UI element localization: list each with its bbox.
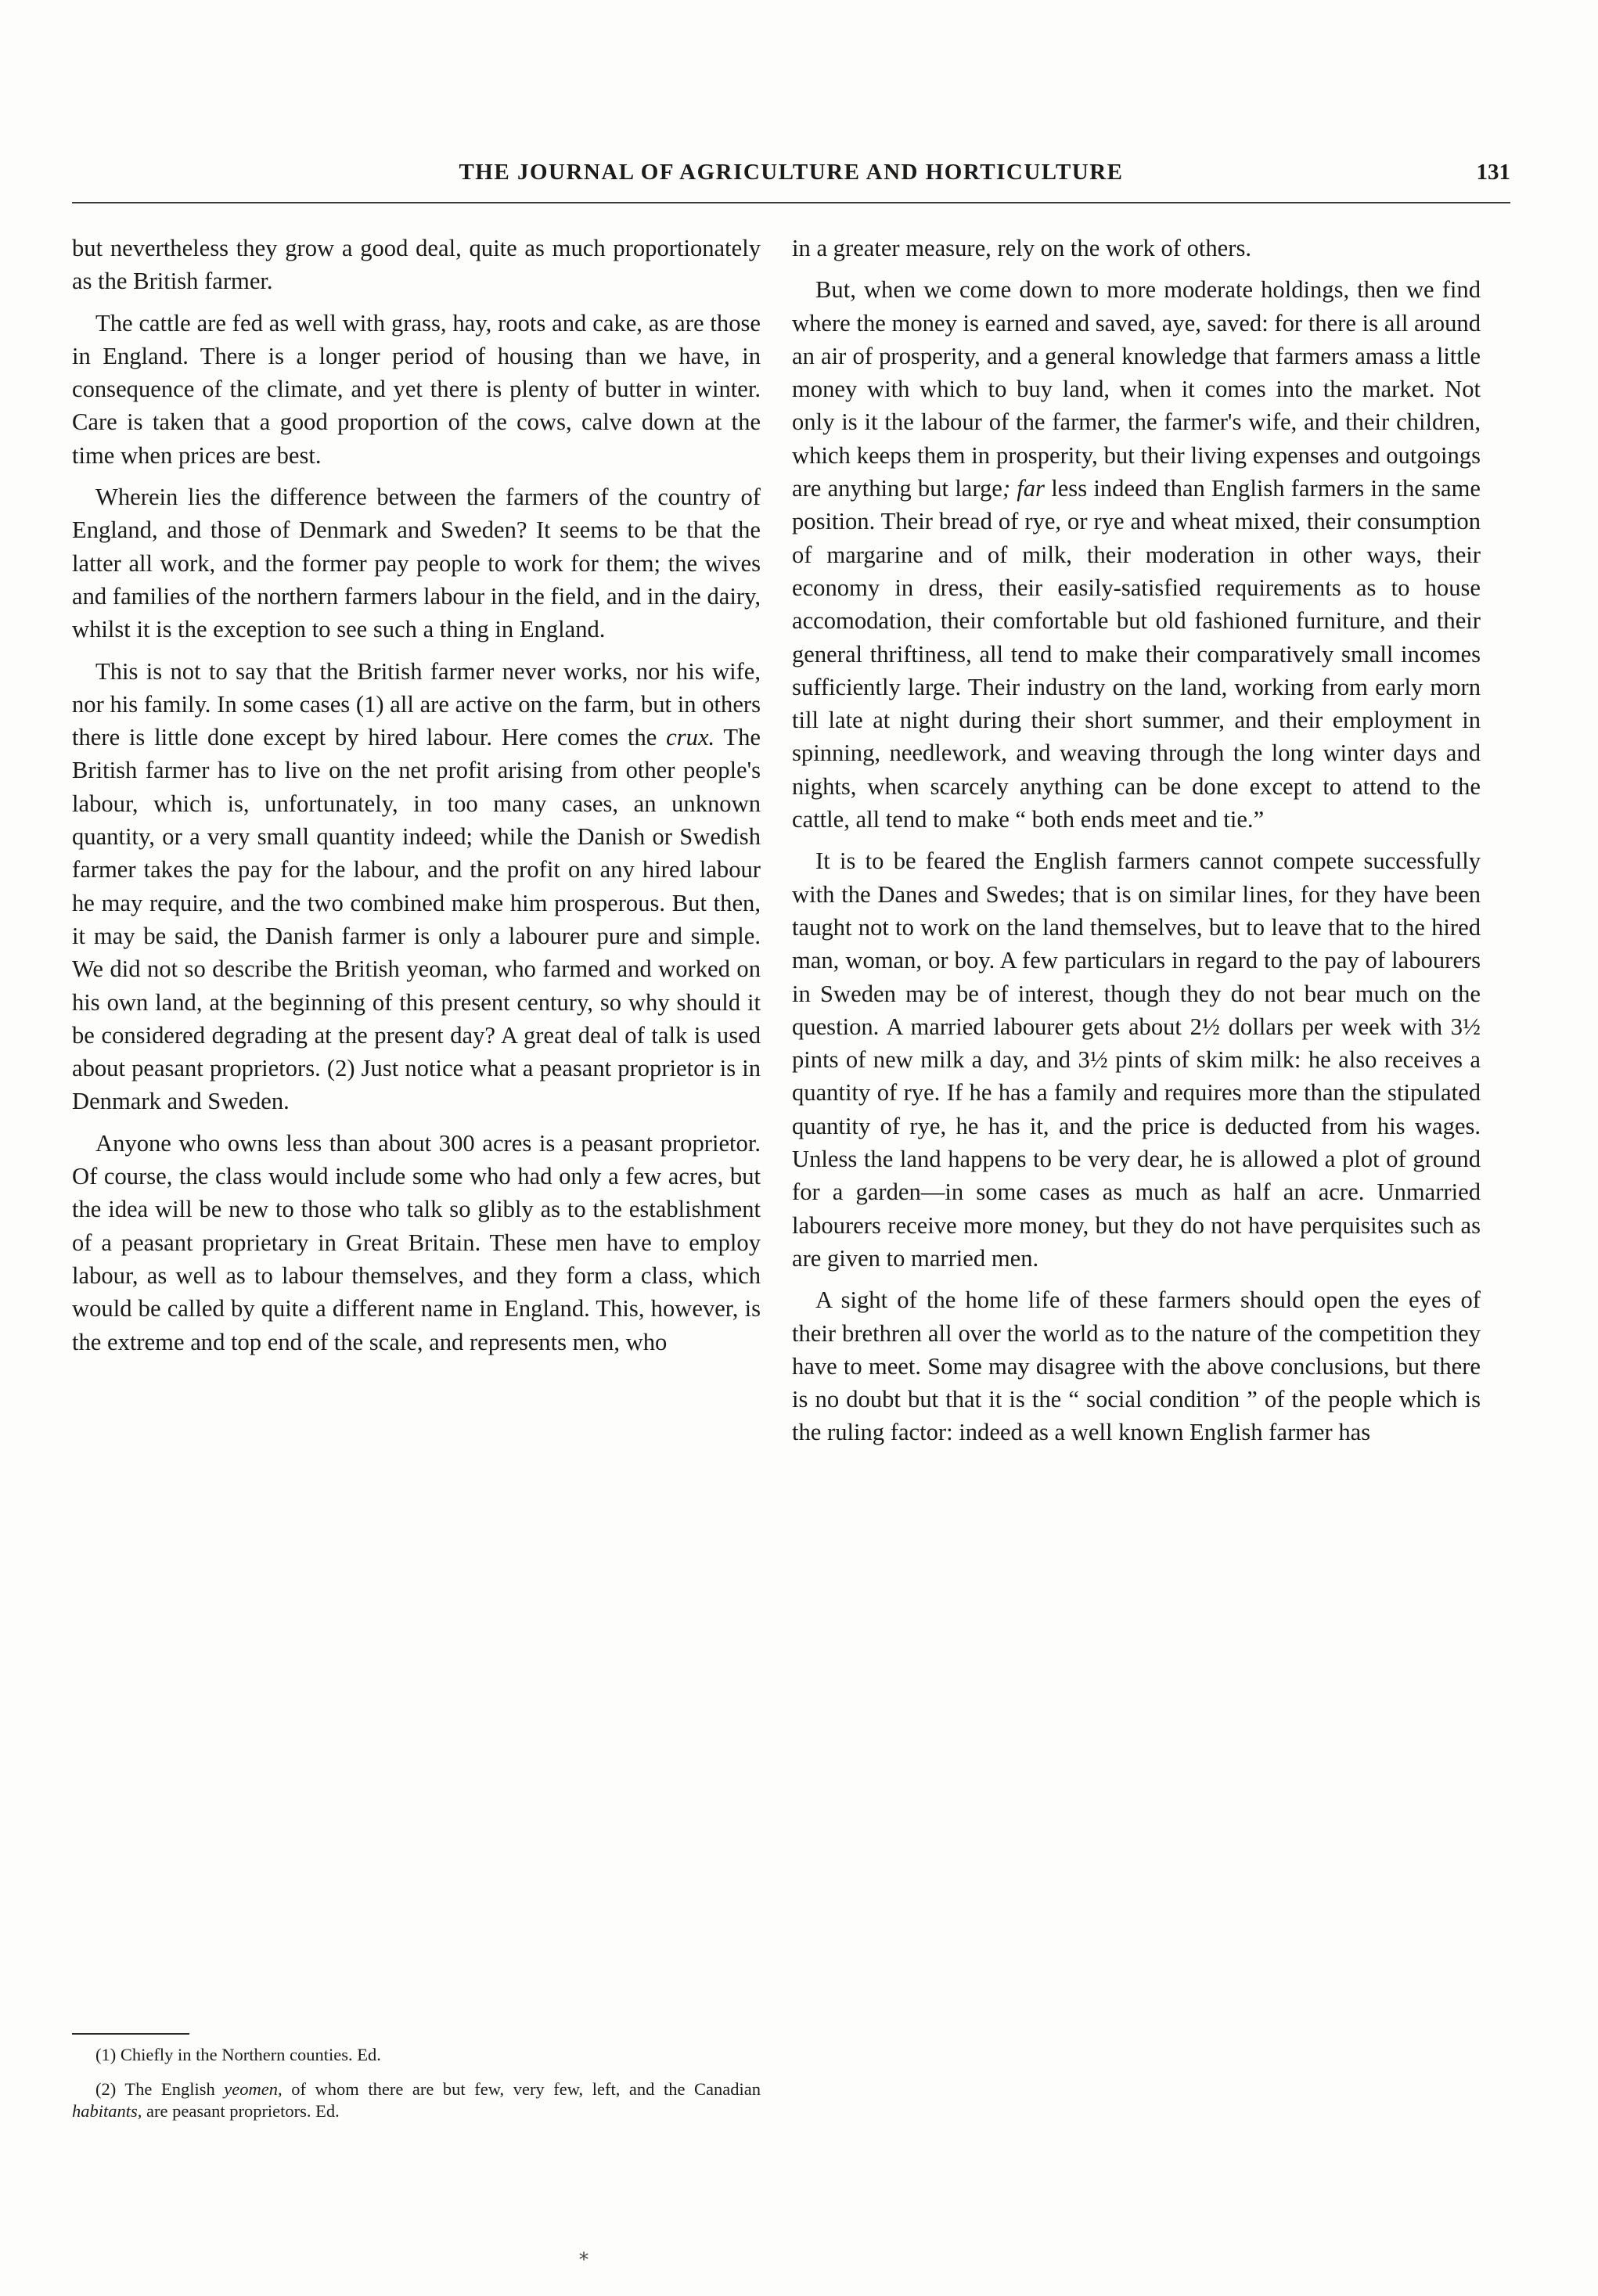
footnote-2 xyxy=(72,2078,761,2122)
paragraph: A sight of the home life of these farmers should open the eyes of their brethren all over the world as to the nature of the competition they have to meet. Some may disagree with the above conclusions, but there is no doubt but that it is the “ social condition ” of the people which is the ruling factor: indeed as a well known English farmer has xyxy=(792,1287,1481,1446)
paragraph: in a greater measure, rely on the work of others. xyxy=(792,235,1252,261)
page-header xyxy=(72,155,1510,203)
footnote-1: (1) Chiefly in the Northern counties. Ed. xyxy=(95,2045,381,2064)
text-run: This is not to say that the British farmer never works, nor his wife, nor his family. In some cases (1) all are active on the farm, but in others there is little done except by hired labour. Here comes the xyxy=(72,657,761,751)
text-run: less indeed than English farmers in the same position. Their bread of rye, or rye and wheat mixed, their consumption of margarine and of milk, their moderation in other ways, their economy in dress, their easily-satisfied requirements as to house accomodation, their comfortable but old fashioned furniture, and their general thriftiness, all tend to make their comparatively small incomes sufficiently large. Their industry on the land, working from early morn till late at night during their short summer, and their employment in spinning, needlework, and weaving through the long winter days and nights, when scarcely anything can be done except to attend to the cattle, all tend to make “ both ends meet and tie.” xyxy=(792,475,1481,833)
text-run: are peasant proprietors. Ed. xyxy=(142,2101,340,2121)
right-column xyxy=(792,232,1481,1458)
italic-text-run: ; far xyxy=(1002,475,1045,502)
running-head: THE JOURNAL OF AGRICULTURE AND HORTICULTURE xyxy=(459,160,1124,185)
italic-text-run: yeomen, xyxy=(224,2079,283,2099)
paragraph: Wherein lies the difference between the farmers of the country of England, and those of Denmark and Sweden? It seems to be that the latter all work, and the former pay people to work for them; the wives and families of the northern farmers labour in the field, and in the dairy, whilst it is the exception to see such a thing in England. xyxy=(72,484,761,643)
text-run: (2) The English xyxy=(95,2079,225,2099)
page-number: 131 xyxy=(1476,160,1510,185)
italic-text-run: crux. xyxy=(666,724,715,751)
text-run: But, when we come down to more moderate holdings, then we find where the money is earned and saved, aye, saved: for there is all around an air of prosperity, and a general knowledge that farmers amass a little money with which to buy land, when it comes into the market. Not only is it the labour of the farmer, the farmer's wife, and their children, which keeps them in prosperity, but their living expenses and outgoings are anything but large xyxy=(792,276,1481,502)
paragraph: but nevertheless they grow a good deal, quite as much proportionately as the British farmer. xyxy=(72,235,761,295)
footnotes xyxy=(72,2033,761,2135)
print-mark: ⁎ xyxy=(579,2244,588,2265)
paragraph: Anyone who owns less than about 300 acres is a peasant proprietor. Of course, the class would include some who had only a few acres, but the idea will be new to those who talk so glibly as to the establishment of a peasant proprietary in Great Britain. These men have to employ labour, as well as to labour themselves, and they form a class, which would be called by quite a different name in England. This, however, is the extreme and top end of the scale, and represents men, who xyxy=(72,1129,761,1355)
text-run: of whom there are but few, very few, left, and the Canadian xyxy=(282,2079,761,2099)
paragraph xyxy=(72,655,761,1118)
text-run: The British farmer has to live on the net profit arising from other people's labour, which is, unfortunately, in too many cases, an unknown quantity, or a very small quantity indeed; while the Danish or Swedish farmer takes the pay for the labour, and the profit on any hired labour he may require, and the two combined make him prosperous. But then, it may be said, the Danish farmer is only a labourer pure and simple. We did not so describe the British yeoman, who farmed and worked on his own land, at the beginning of this present century, so why should it be considered degrading at the present day? A great deal of talk is used about peasant proprietors. (2) Just notice what a peasant proprietor is in Denmark and Sweden. xyxy=(72,724,761,1115)
footnote-rule xyxy=(72,2033,189,2035)
paragraph xyxy=(792,273,1481,836)
paragraph: It is to be feared the English farmers cannot compete successfully with the Danes and Swedes; that is on similar lines, for they have been taught not to work on the land themselves, but to leave that to the hired man, woman, or boy. A few particulars in regard to the pay of labourers in Sweden may be of interest, though they do not bear much on the question. A married labourer gets about 2½ dollars per week with 3½ pints of new milk a day, and 3½ pints of skim milk: he also receives a quantity of rye. If he has a family and requires more than the stipulated quantity of rye, he has it, and the price is deducted from his wages. Unless the land happens to be very dear, he is allowed a plot of ground for a garden—in some cases as much as half an acre. Unmarried labourers receive more money, but they do not have perquisites such as are given to married men. xyxy=(792,848,1481,1272)
paragraph: The cattle are fed as well with grass, hay, roots and cake, as are those in England. There is a longer period of housing than we have, in consequence of the climate, and yet there is plenty of butter in winter. Care is taken that a good proportion of the cows, calve down at the time when prices are best. xyxy=(72,309,761,469)
left-column xyxy=(72,232,761,1367)
italic-text-run: habitants, xyxy=(72,2101,142,2121)
